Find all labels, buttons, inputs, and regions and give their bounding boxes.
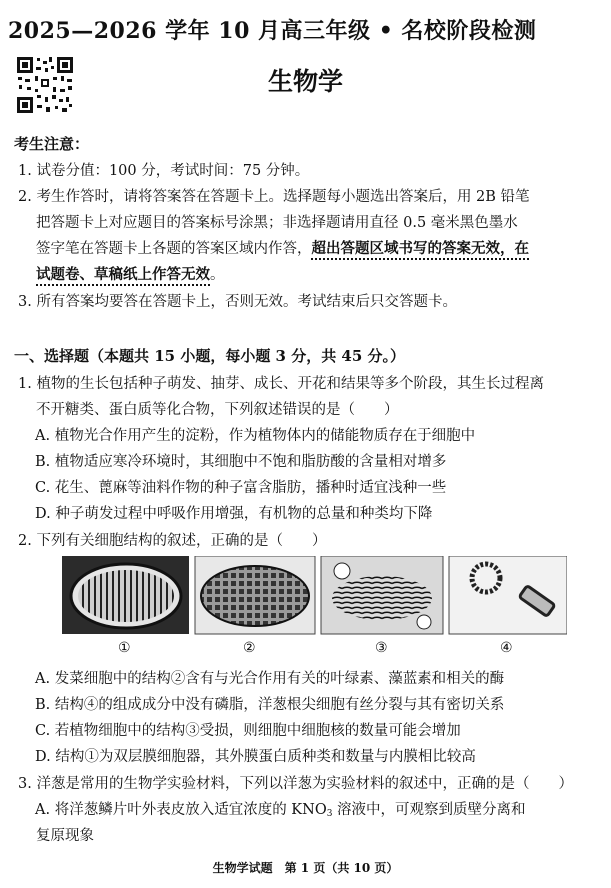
micrograph-label-3: ③ <box>375 640 388 656</box>
notice-item-2-line-1: 2. 考生作答时，请将答案答在答题卡上。选择题每小题选出答案后，用 2B 铅笔 <box>18 189 530 205</box>
q3-option-a-post: 溶液中，可观察到质壁分离和 <box>332 802 526 818</box>
subject-title: 生物学 <box>267 67 343 96</box>
micrograph-3 <box>321 556 443 634</box>
notice-item-2-line-4 <box>36 263 225 284</box>
notice-item-2-line-4-end: 。 <box>210 267 225 283</box>
notice-emphasis-1: 超出答题区域书写的答案无效，在 <box>311 240 529 257</box>
notice-item-2-line-3-plain: 签字笔在答题卡上各题的答案区域内作答， <box>36 241 312 257</box>
q1-option-c: C. 花生、蓖麻等油料作物的种子富含脂肪，播种时适宜浅种一些 <box>35 480 447 496</box>
micrograph-2 <box>195 556 315 634</box>
q2-option-c: C. 若植物细胞中的结构③受损，则细胞中细胞核的数量可能会增加 <box>35 723 461 739</box>
q2-stem: 2. 下列有关细胞结构的叙述，正确的是（ ） <box>18 533 327 549</box>
notice-heading: 考生注意： <box>14 135 90 153</box>
q3-option-a-line-1 <box>35 798 526 819</box>
notice-emphasis-2: 试题卷、草稿纸上作答无效 <box>36 266 210 283</box>
micrograph-label-2: ② <box>243 640 256 656</box>
section-heading: 一、选择题（本题共 15 小题，每小题 3 分，共 45 分。） <box>14 347 406 365</box>
q2-option-d: D. 结构①为双层膜细胞器，其外膜蛋白质种类和数量与内膜相比较高 <box>35 749 476 765</box>
organelle-micrographs <box>62 556 567 636</box>
notice-item-2-line-2: 把答题卡上对应题目的答案标号涂黑；非选择题请用直径 0.5 毫米黑色墨水 <box>36 215 518 231</box>
q1-option-d: D. 种子萌发过程中呼吸作用增强，有机物的总量和种类均下降 <box>35 506 433 522</box>
micrograph-1 <box>62 556 189 634</box>
notice-item-2-line-3 <box>36 237 529 258</box>
micrograph-4 <box>449 556 567 634</box>
q1-stem-line-2: 不开糖类、蛋白质等化合物，下列叙述错误的是（ ） <box>36 402 399 418</box>
q3-stem: 3. 洋葱是常用的生物学实验材料，下列以洋葱为实验材料的叙述中，正确的是（ ） <box>18 776 573 792</box>
q1-option-b: B. 植物适应寒冷环境时，其细胞中不饱和脂肪酸的含量相对增多 <box>35 454 447 470</box>
micrograph-label-1: ① <box>118 640 131 656</box>
q3-option-a-subscript: 3 <box>326 809 333 819</box>
notice-item-3: 3. 所有答案均要答在答题卡上，否则无效。考试结束后只交答题卡。 <box>18 294 457 310</box>
q1-stem-line-1: 1. 植物的生长包括种子萌发、抽芽、成长、开花和结果等多个阶段，其生长过程离 <box>18 376 544 392</box>
q1-option-a: A. 植物光合作用产生的淀粉，作为植物体内的储能物质存在于细胞中 <box>35 428 476 444</box>
q3-option-a-line-2: 复原现象 <box>36 828 94 844</box>
q2-option-a: A. 发菜细胞中的结构②含有与光合作用有关的叶绿素、藻蓝素和相关的酶 <box>35 671 505 687</box>
page-footer: 生物学试题 第 1 页（共 10 页） <box>212 861 399 875</box>
q2-option-b: B. 结构④的组成成分中没有磷脂，洋葱根尖细胞有丝分裂与其有密切关系 <box>35 697 505 713</box>
notice-item-1: 1. 试卷分值：100 分，考试时间：75 分钟。 <box>18 163 310 179</box>
micrograph-label-4: ④ <box>500 640 513 656</box>
exam-title: 2025—2026 学年 10 月高三年级 • 名校阶段检测 <box>8 18 537 44</box>
q3-option-a-pre: A. 将洋葱鳞片叶外表皮放入适宜浓度的 KNO <box>35 802 327 818</box>
